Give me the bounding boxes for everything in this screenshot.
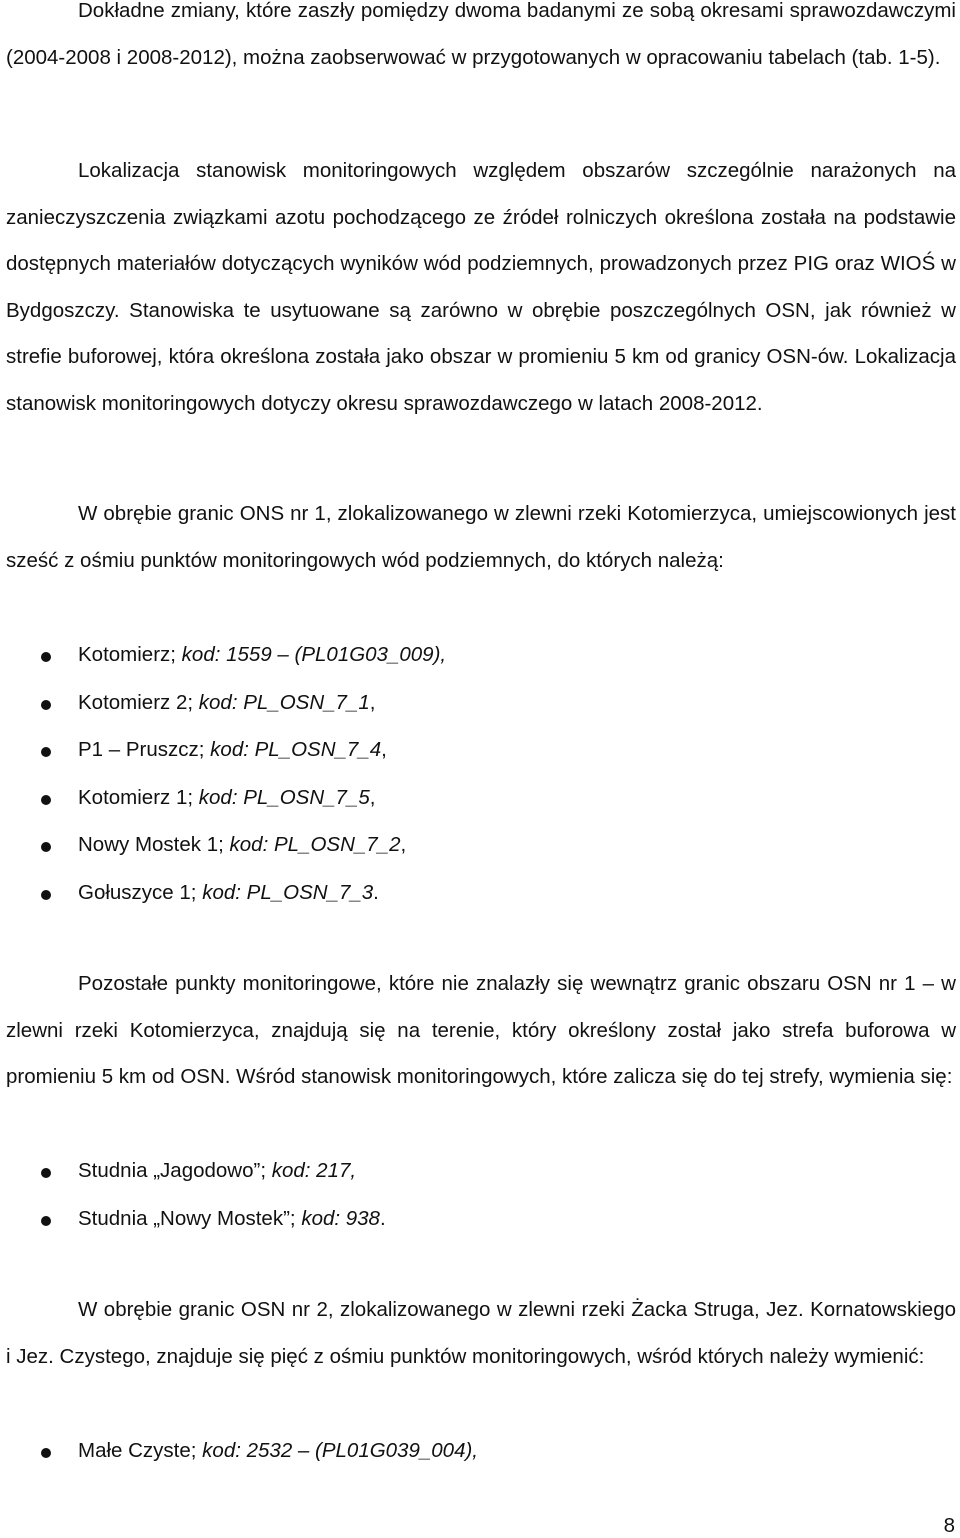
paragraph-osn-1-intro: W obrębie granic ONS nr 1, zlokalizowanego w zlewni rzeki Kotomierzyca, umiejscowionych jest sześć z ośmiu punktów monitoringowych wód podziemnych, do których należą:: [6, 502, 956, 572]
list-item-text: [78, 738, 387, 762]
bullet-icon: [41, 747, 51, 757]
list-item-text: [78, 786, 375, 810]
station-name: Małe Czyste;: [78, 1439, 203, 1462]
list-item: [0, 1439, 960, 1487]
osn-2-station-list: [0, 1439, 960, 1487]
list-item: [0, 1159, 960, 1207]
bullet-icon: [41, 1168, 51, 1178]
list-item: [0, 833, 960, 881]
list-item-text: [78, 643, 446, 667]
list-item-text: [78, 881, 379, 905]
bullet-icon: [41, 652, 51, 662]
paragraph-osn-2-intro: W obrębie granic OSN nr 2, zlokalizowanego w zlewni rzeki Żacka Struga, Jez. Kornatowskiego i Jez. Czystego, znajduje się pięć z ośmiu punktów monitoringowych, wśród których należy wymienić:: [6, 1298, 956, 1368]
station-code: kod: 938: [301, 1206, 380, 1230]
station-tail: ,: [381, 738, 387, 761]
list-item: [0, 691, 960, 739]
station-tail: ,: [400, 833, 407, 856]
list-item-text: [78, 691, 375, 715]
station-name: Kotomierz;: [78, 643, 182, 666]
station-code: kod: 2532 – (PL01G039_004),: [202, 1439, 478, 1462]
bullet-icon: [41, 795, 51, 805]
station-code: kod: 217,: [271, 1159, 357, 1182]
list-item-text: [78, 1207, 386, 1231]
bullet-icon: [41, 700, 51, 710]
station-code: kod: PL_OSN_7_5: [198, 785, 370, 809]
station-name: P1 – Pruszcz;: [78, 738, 211, 761]
paragraph-tab-reference: Dokładne zmiany, które zaszły pomiędzy dwoma badanymi ze sobą okresami sprawozdawczymi (2004-2008 i 2008-2012), można zaobserwować w przygotowanych w opracowaniu tabelach (tab. 1-5).: [6, 0, 956, 69]
osn-1-station-list: [0, 643, 960, 928]
list-item-text: [78, 1439, 478, 1463]
page-number: 8: [943, 1514, 955, 1537]
station-code: kod: PL_OSN_7_3: [202, 880, 374, 904]
bullet-icon: [41, 1216, 51, 1226]
paragraph-buffer-zone: Pozostałe punkty monitoringowe, które nie znalazły się wewnątrz granic obszaru OSN nr 1 – w zlewni rzeki Kotomierzyca, znajdują się na terenie, który określony został jako strefa buforowa w promieniu 5 km od OSN. Wśród stanowisk monitoringowych, które zalicza się do tej strefy, wymienia się:: [6, 972, 956, 1088]
bullet-icon: [41, 842, 51, 852]
station-tail: .: [379, 1206, 386, 1230]
list-item: [0, 881, 960, 929]
buffer-zone-station-list: [0, 1159, 960, 1254]
station-name: Studnia „Jagodowo”;: [78, 1159, 272, 1182]
list-item: [0, 1207, 960, 1255]
station-code: kod: PL_OSN_7_2: [229, 833, 401, 856]
station-name: Kotomierz 2;: [78, 690, 199, 714]
station-tail: ,: [369, 690, 376, 714]
bullet-icon: [41, 1448, 51, 1458]
station-name: Gołuszyce 1;: [78, 880, 203, 904]
station-tail: .: [373, 880, 379, 904]
list-item: [0, 643, 960, 691]
list-item: [0, 738, 960, 786]
station-name: Studnia „Nowy Mostek”;: [78, 1206, 302, 1230]
list-item-text: [78, 833, 406, 857]
station-name: Kotomierz 1;: [78, 785, 199, 809]
station-code: kod: 1559 – (PL01G03_009),: [181, 643, 447, 666]
bullet-icon: [41, 890, 51, 900]
station-code: kod: PL_OSN_7_4: [210, 738, 382, 761]
list-item-text: [78, 1159, 356, 1183]
station-name: Nowy Mostek 1;: [78, 833, 230, 856]
station-code: kod: PL_OSN_7_1: [198, 690, 370, 714]
station-tail: ,: [369, 785, 376, 809]
list-item: [0, 786, 960, 834]
paragraph-station-location: Lokalizacja stanowisk monitoringowych względem obszarów szczególnie narażonych na zanieczyszczenia związkami azotu pochodzącego ze źródeł rolniczych określona została na podstawie dostępnych materiałów dotyczących wyników wód podziemnych, prowadzonych przez PIG oraz WIOŚ w Bydgoszczy. Stanowiska te usytuowane są zarówno w obrębie poszczególnych OSN, jak również w strefie buforowej, która określona została jako obszar w promieniu 5 km od granicy OSN-ów. Lokalizacja stanowisk monitoringowych dotyczy okresu sprawozdawczego w latach 2008-2012.: [6, 159, 956, 415]
